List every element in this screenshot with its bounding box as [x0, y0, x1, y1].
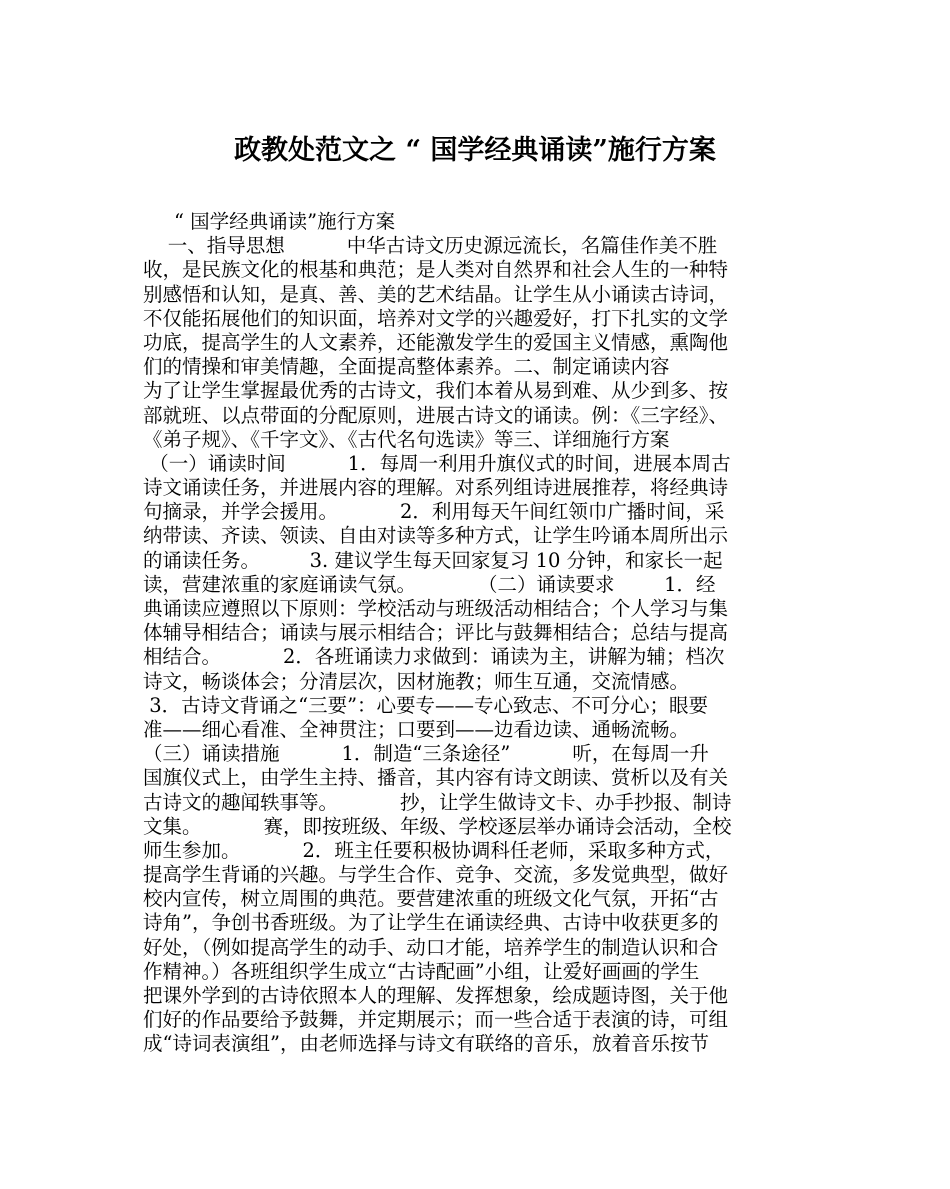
document-body	[143, 210, 823, 1057]
body-line: 3．古诗文背诵之“三要”：心要专——专心致志、不可分心；眼要	[143, 693, 709, 717]
body-line: 为了让学生掌握最优秀的古诗文，我们本着从易到难、从少到多、按	[143, 379, 729, 403]
body-line: （三）诵读措施 1．制造“三条途径” 听，在每周一升	[143, 742, 709, 766]
body-line: 功底，提高学生的人文素养，还能激发学生的爱国主义情感，熏陶他	[143, 330, 729, 354]
body-line: 的诵读任务。 3. 建议学生每天回家复习 10 分钟，和家长一起	[143, 548, 723, 572]
body-line: 提高学生背诵的兴趣。与学生合作、竞争、交流，多发觉典型，做好	[143, 863, 729, 887]
body-line: 一、指导思想 中华古诗文历史源远流长，名篇佳作美不胜	[143, 234, 718, 258]
body-line: 句摘录，并学会援用。 2．利用每天午间红领巾广播时间，采	[143, 500, 725, 524]
body-line: 诗文诵读任务，并进展内容的理解。对系列组诗进展推荐，将经典诗	[143, 476, 729, 500]
body-line: 师生参加。 2．班主任要积极协调科任老师，采取多种方式，	[143, 838, 725, 862]
body-line: （一）诵读时间 1．每周一利用升旗仪式的时间，进展本周古	[143, 451, 731, 475]
document-title: 政教处范文之 “ 国学经典诵读”施行方案	[234, 135, 716, 166]
body-line: 读，营建浓重的家庭诵读气氛。 （二）诵读要求 1．经	[143, 572, 716, 596]
body-line: 收，是民族文化的根基和典范；是人类对自然界和社会人生的一种特	[143, 258, 729, 282]
body-line: 成“诗词表演组”，由老师选择与诗文有联络的音乐，放着音乐按节	[143, 1032, 709, 1056]
body-line: 们好的作品要给予鼓舞，并定期展示；而一些合适于表演的诗，可组	[143, 1008, 729, 1032]
body-line: 诗角”，争创书香班级。为了让学生在诵读经典、古诗中收获更多的	[143, 911, 719, 935]
body-line: 古诗文的趣闻轶事等。 抄，让学生做诗文卡、办手抄报、制诗	[143, 790, 732, 814]
body-line: “ 国学经典诵读”施行方案	[143, 210, 396, 233]
body-line: 们的情操和审美情趣，全面提高整体素养。二、制定诵读内容	[143, 355, 670, 379]
body-line: 准——细心看准、全神贯注；口要到——边看边读、通畅流畅。	[143, 717, 690, 741]
body-line: 部就班、以点带面的分配原则，进展古诗文的诵读。例：《三字经》、	[143, 403, 729, 427]
body-line: 相结合。 2．各班诵读力求做到：诵读为主，讲解为辅；档次	[143, 645, 725, 669]
body-line: 文集。 赛，即按班级、年级、学校逐层举办诵诗会活动，全校	[143, 814, 732, 838]
body-line: 诗文，畅谈体会；分清层次，因材施教；师生互通，交流情感。	[143, 669, 690, 693]
body-line: 体辅导相结合；诵读与展示相结合；评比与鼓舞相结合；总结与提高	[143, 621, 729, 645]
body-line: 不仅能拓展他们的知识面，培养对文学的兴趣爱好，打下扎实的文学	[143, 306, 729, 330]
body-line: 别感悟和认知，是真、善、美的艺术结晶。让学生从小诵读古诗词，	[143, 282, 729, 306]
body-line: 把课外学到的古诗依照本人的理解、发挥想象，绘成题诗图，关于他	[143, 984, 729, 1007]
body-line: 纳带读、齐读、领读、自由对读等多种方式，让学生吟诵本周所出示	[143, 524, 729, 548]
body-line: 作精神。）各班组织学生成立“古诗配画”小组，让爱好画画的学生	[143, 959, 700, 983]
body-line: 典诵读应遵照以下原则：学校活动与班级活动相结合；个人学习与集	[143, 597, 729, 620]
body-line: 好处，（例如提高学生的动手、动口才能，培养学生的制造认识和合	[143, 935, 719, 959]
body-line: 《弟子规》、《千字文》、《古代名句选读》等三、详细施行方案	[143, 427, 670, 451]
body-line: 校内宣传，树立周围的典范。要营建浓重的班级文化气氛，开拓“古	[143, 887, 719, 911]
body-line: 国旗仪式上，由学生主持、播音，其内容有诗文朗读、赏析以及有关	[143, 766, 729, 790]
